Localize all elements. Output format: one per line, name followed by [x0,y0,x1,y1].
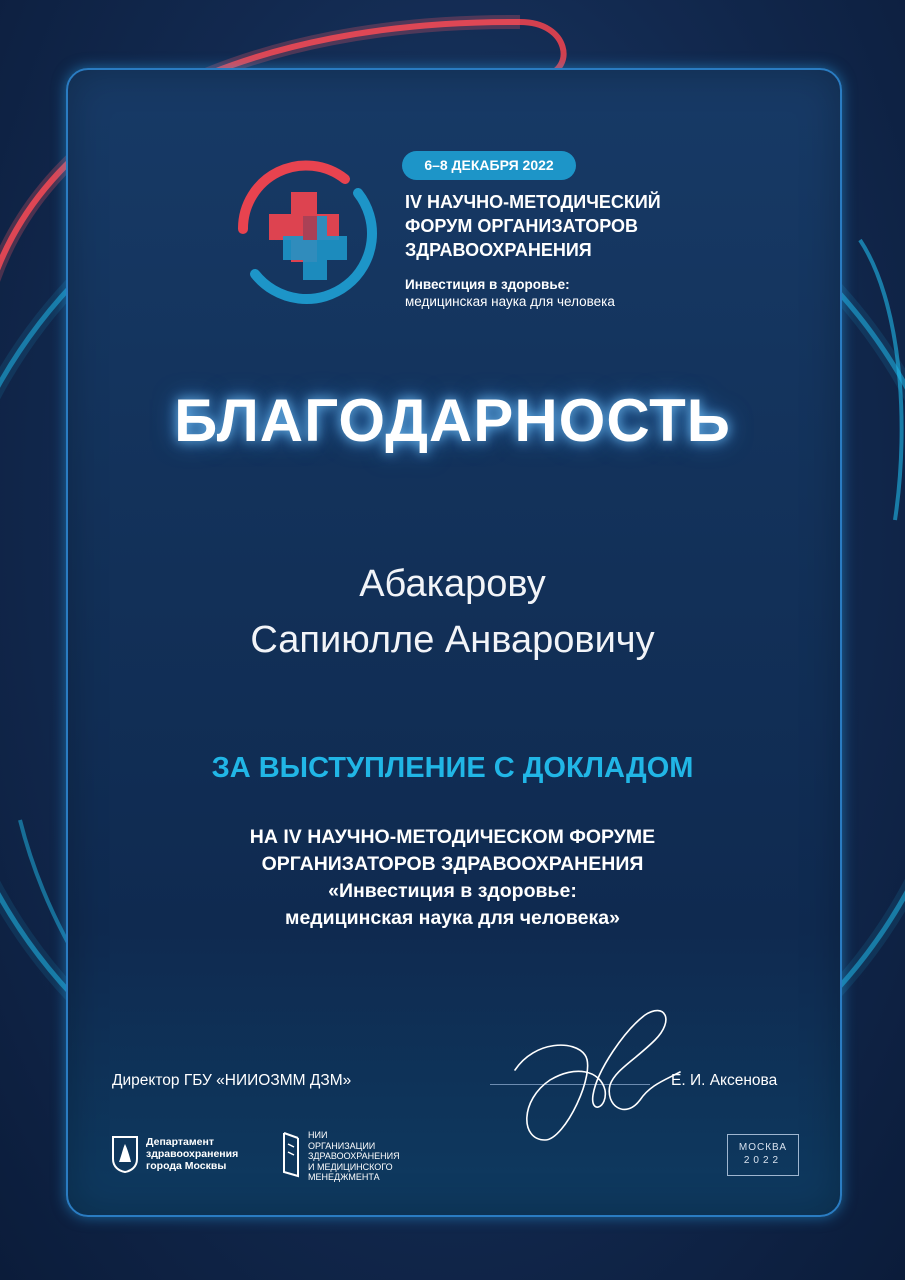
moscow-emblem-icon [110,1134,140,1174]
forum-logo-icon [225,148,387,310]
recipient-name [0,556,905,668]
event-date-badge: 6–8 ДЕКАБРЯ 2022 [402,151,576,180]
signatory-position: Директор ГБУ «НИИОЗММ ДЗМ» [112,1072,352,1089]
org2-line: НИИ [308,1130,328,1140]
award-reason: ЗА ВЫСТУПЛЕНИЕ С ДОКЛАДОМ [211,752,694,784]
forum-subtitle: медицинская наука для человека [405,294,615,309]
details-line: НА IV НАУЧНО-МЕТОДИЧЕСКОМ ФОРУМЕ [249,826,656,848]
signatory-name: Е. И. Аксенова [671,1072,778,1089]
moscow-2022-badge [727,1134,799,1176]
badge-year: 2022 [743,1155,783,1166]
forum-title-line: ЗДРАВООХРАНЕНИЯ [405,240,592,260]
org1-line: города Москвы [146,1160,227,1172]
handwritten-signature [505,1000,695,1150]
org2-line: ОРГАНИЗАЦИИ [308,1140,376,1151]
moscow-health-department-logo [110,1134,238,1174]
org2-line: ЗДРАВООХРАНЕНИЯ [308,1151,400,1161]
details-line: «Инвестиция в здоровье: [328,880,577,902]
forum-subtitle-bold: Инвестиция в здоровье: [405,277,570,292]
recipient-given-names: Сапиюлле Анваровичу [250,619,655,661]
forum-title-line: IV НАУЧНО-МЕТОДИЧЕСКИЙ [405,192,661,212]
research-institute-logo [280,1130,400,1183]
certificate-heading: БЛАГОДАРНОСТЬ [174,387,731,454]
details-line: ОРГАНИЗАТОРОВ ЗДРАВООХРАНЕНИЯ [261,853,644,875]
award-details [0,824,905,932]
details-line: медицинская наука для человека» [285,907,620,929]
badge-city: МОСКВА [738,1142,788,1153]
org1-line: здравоохранения [146,1148,239,1160]
recipient-surname: Абакарову [359,563,546,605]
forum-title [405,190,725,262]
org2-line: И МЕДИЦИНСКОГО [308,1161,393,1172]
institute-emblem-icon [280,1130,302,1178]
org2-line: МЕНЕДЖМЕНТА [308,1172,380,1182]
org1-line: Департамент [146,1136,214,1148]
forum-title-line: ФОРУМ ОРГАНИЗАТОРОВ [405,216,639,236]
